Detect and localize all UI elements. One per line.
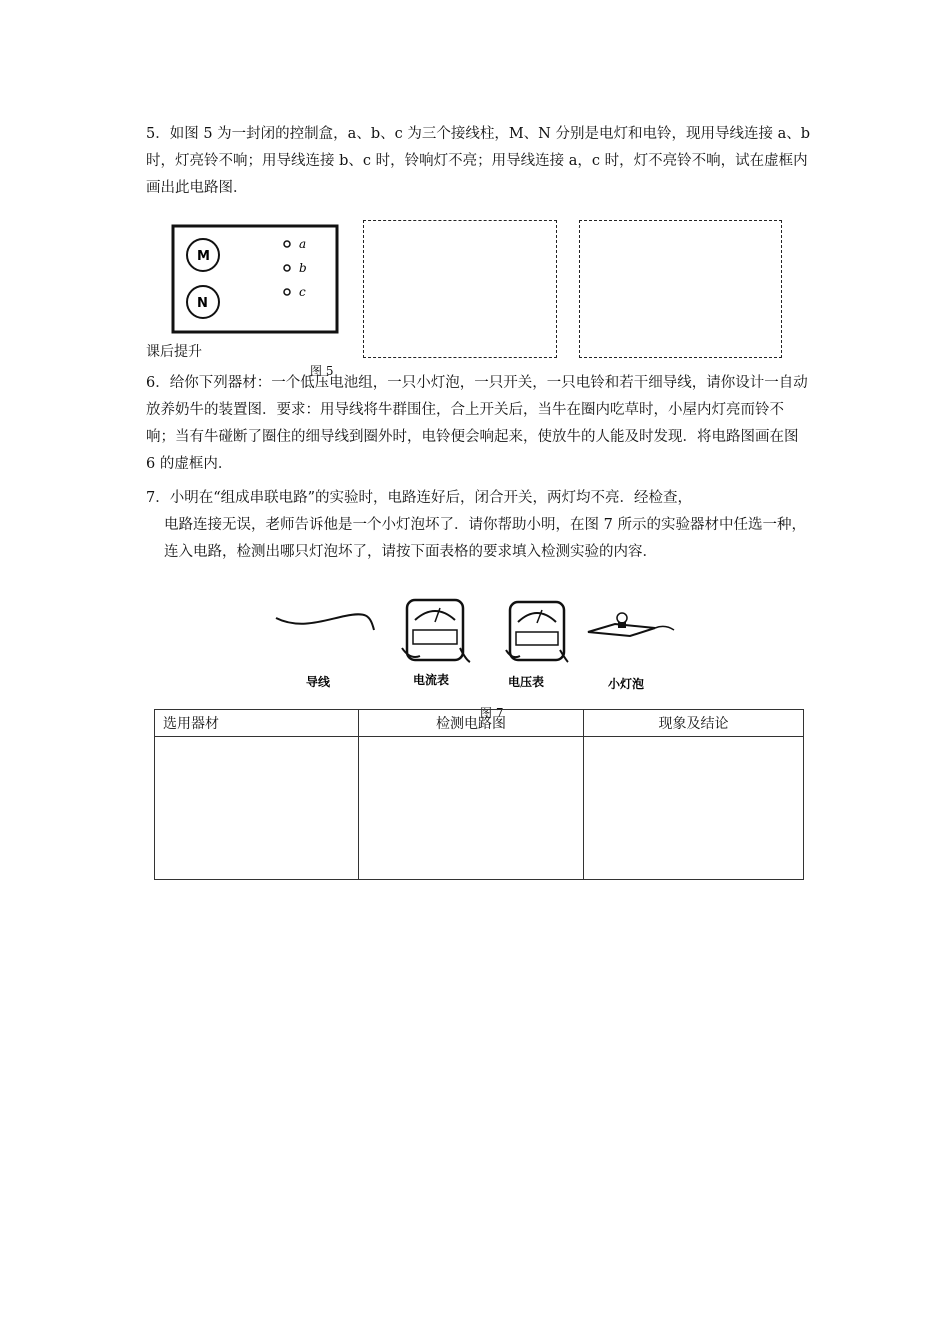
item-wire-label: 导线 — [306, 675, 331, 689]
bulb-icon — [588, 613, 674, 636]
wire-icon — [276, 614, 374, 630]
section-label: 课后提升 — [146, 344, 202, 360]
answer-cell-result[interactable] — [584, 737, 804, 880]
control-box-figure — [170, 218, 350, 338]
header-equipment: 选用器材 — [155, 710, 359, 737]
item-voltmeter-label: 电压表 — [508, 675, 545, 689]
terminal-a-label: a — [299, 237, 307, 251]
voltmeter-icon — [506, 602, 568, 662]
terminal-c-label: c — [299, 285, 306, 299]
figure-5-caption: 图 5 — [310, 364, 334, 378]
item-bulb-label: 小灯泡 — [608, 677, 645, 691]
table-row — [155, 737, 804, 880]
terminal-b-label: b — [299, 261, 307, 275]
question-5: 5．如图 5 为一封闭的控制盒，a、b、c 为三个接线柱，M、N 分别是电灯和电铃，现用导线连接 a、b 时，灯亮铃不响；用导线连接 b、c 时，铃响灯不亮；用导线连接 a，c 时，灯不亮铃不响，试在虚框内画出此电路图． — [146, 126, 811, 196]
header-circuit: 检测电路图 — [359, 710, 584, 737]
figure-7-caption: 图 7 — [480, 706, 504, 720]
question-7-line2: 电路连接无误，老师告诉他是一个小灯泡坏了．请你帮助小明，在图 7 所示的实验器材中任选一种，连入电路，检测出哪只灯泡坏了，请按下面表格的要求填入检测实验的内容． — [164, 517, 806, 560]
answer-cell-circuit[interactable] — [359, 737, 584, 880]
question-7 — [146, 485, 810, 566]
dashed-answer-box-2 — [579, 220, 782, 358]
lamp-m-label: M — [197, 249, 210, 264]
table-header-row — [155, 710, 804, 737]
bell-n-label: N — [197, 296, 208, 311]
equipment-figure — [270, 590, 690, 700]
question-7-line1: 7．小明在“组成串联电路”的实验时，电路连好后，闭合开关，两灯均不亮．经检查， — [146, 490, 693, 506]
answer-cell-equipment[interactable] — [155, 737, 359, 880]
dashed-answer-box-1 — [363, 220, 557, 358]
ammeter-icon — [402, 600, 470, 662]
question-6: 6．给你下列器材：一个低压电池组，一只小灯泡，一只开关，一只电铃和若干细导线，请你设计一自动放养奶牛的装置图．要求：用导线将牛群围住，合上开关后，当牛在圈内吃草时，小屋内灯亮而铃不响；当有牛碰断了圈住的细导线到圈外时，电铃便会响起来，使放牛的人能及时发现．将电路图画在图 6 的虚框内． — [146, 375, 808, 472]
header-result: 现象及结论 — [584, 710, 804, 737]
answer-table — [154, 709, 804, 880]
item-ammeter-label: 电流表 — [413, 673, 450, 687]
